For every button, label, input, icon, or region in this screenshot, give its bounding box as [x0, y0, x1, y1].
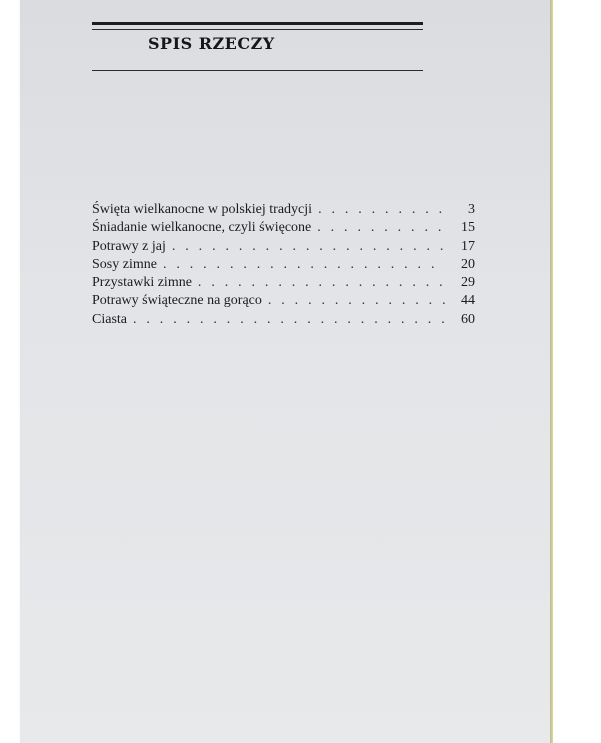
- toc-entry-page: 60: [461, 311, 475, 327]
- table-of-contents: [92, 201, 475, 329]
- title-bottom-rule: [92, 70, 423, 71]
- toc-entry-page: 29: [461, 275, 475, 291]
- toc-entry-page: 44: [461, 293, 475, 309]
- top-thick-rule: [92, 22, 423, 25]
- toc-leader-dots: [198, 274, 445, 292]
- toc-entry: [92, 311, 475, 329]
- toc-entry-title: Przystawki zimne: [92, 275, 192, 291]
- page-edge: [550, 0, 553, 743]
- toc-entry-title: Święta wielkanocne w polskiej tradycji: [92, 202, 313, 217]
- toc-leader-dots: [172, 238, 445, 256]
- toc-entry: [92, 219, 475, 237]
- toc-entry-title: Ciasta: [92, 311, 127, 327]
- toc-entry-title: Potrawy świąteczne na gorąco: [92, 293, 262, 309]
- toc-entry-title: Sosy zimne: [92, 256, 157, 272]
- toc-entry-page: 3: [468, 202, 475, 217]
- toc-entry: [92, 274, 475, 292]
- toc-entry-page: 20: [461, 256, 475, 272]
- toc-leader-dots: [163, 256, 445, 274]
- toc-entry: [92, 292, 475, 310]
- toc-entry-title: Śniadanie wielkanocne, czyli święcone: [92, 220, 312, 236]
- toc-entry: [92, 238, 475, 256]
- toc-entry-page: 15: [461, 220, 475, 236]
- top-thin-rule: [92, 29, 423, 30]
- toc-leader-dots: [268, 292, 445, 310]
- toc-entry-page: 17: [461, 238, 475, 254]
- page-title: SPIS RZECZY: [148, 34, 275, 53]
- book-page: [20, 0, 550, 743]
- toc-entry: [92, 256, 475, 274]
- toc-entry: [92, 201, 475, 219]
- toc-leader-dots: [318, 201, 445, 219]
- toc-leader-dots: [317, 219, 445, 237]
- toc-leader-dots: [133, 311, 445, 329]
- toc-entry-title: Potrawy z jaj: [92, 238, 166, 254]
